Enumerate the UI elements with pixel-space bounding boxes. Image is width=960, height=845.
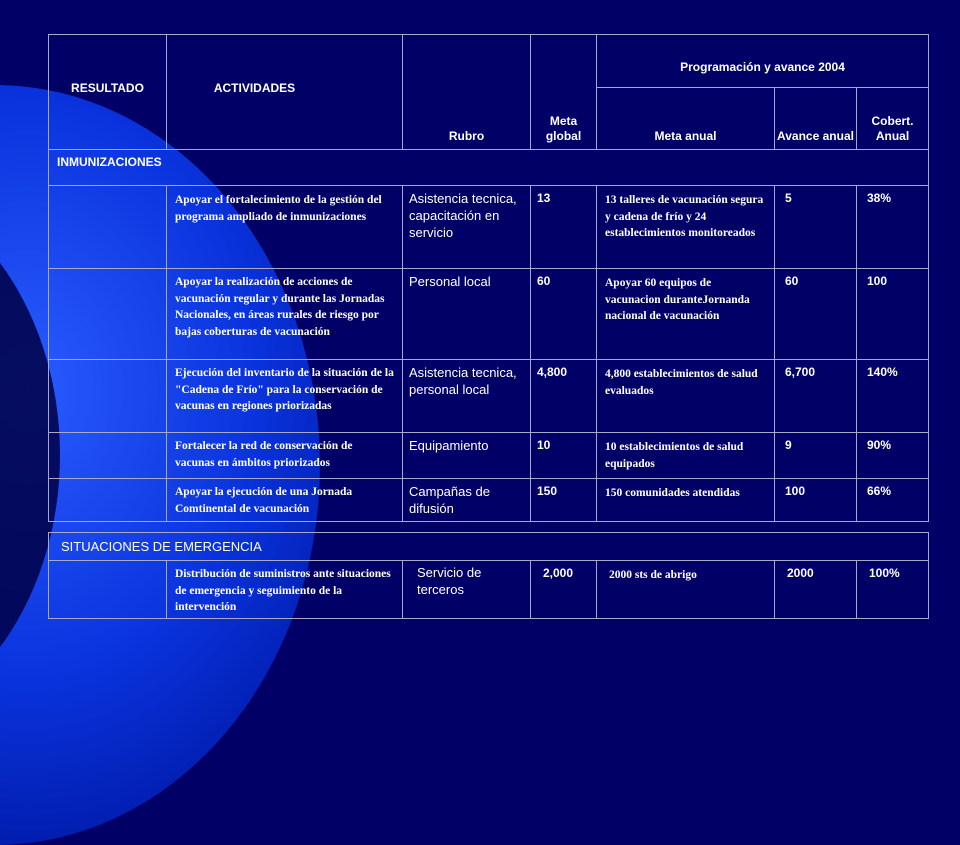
table-row [49,433,929,479]
cobert-cell: 38% [857,186,929,269]
meta-anual-cell: 150 comunidades atendidas [597,479,775,522]
rubro-cell: Personal local [403,269,531,360]
avance-cell: 9 [775,433,857,479]
resultado-cell [49,433,167,479]
meta-anual-cell: Apoyar 60 equipos de vacunacion duranteJornanda nacional de vacunación [597,269,775,360]
meta-global-cell: 10 [531,433,597,479]
actividad-cell: Apoyar el fortalecimiento de la gestión del programa ampliado de inmunizaciones [167,186,403,269]
rubro-cell: Equipamiento [403,433,531,479]
resultado-cell [49,561,167,619]
header-cobert-anual: Cobert. Anual [857,88,929,150]
actividad-cell: Ejecución del inventario de la situación de la "Cadena de Frío" para la conservación de vacunas en regiones priorizadas [167,360,403,433]
meta-global-cell: 150 [531,479,597,522]
avance-cell: 5 [775,186,857,269]
actividad-cell: Apoyar la ejecución de una Jornada Comtinental de vacunación [167,479,403,522]
meta-anual-cell: 13 talleres de vacunación segura y cadena de frío y 24 establecimientos monitoreados [597,186,775,269]
rubro-cell: Asistencia tecnica, capacitación en servicio [403,186,531,269]
meta-global-cell: 13 [531,186,597,269]
header-rubro: Rubro [403,35,531,150]
actividad-cell: Apoyar la realización de acciones de vacunación regular y durante las Jornadas Nacionales, en áreas rurales de riesgo por bajas coberturas de vacunación [167,269,403,360]
table-row [49,360,929,433]
rubro-cell: Servicio de terceros [403,561,531,619]
table-row [49,186,929,269]
rubro-cell: Asistencia tecnica, personal local [403,360,531,433]
cobert-cell: 100% [857,561,929,619]
emergencias-table [48,532,929,619]
table-row [49,269,929,360]
actividad-cell: Distribución de suministros ante situaciones de emergencia y seguimiento de la intervención [167,561,403,619]
avance-cell: 6,700 [775,360,857,433]
rubro-cell: Campañas de difusión [403,479,531,522]
resultado-cell [49,269,167,360]
actividad-cell: Fortalecer la red de conservación de vacunas en ámbitos priorizados [167,433,403,479]
section-title-inmunizaciones: INMUNIZACIONES [49,150,929,186]
meta-anual-cell: 2000 sts de abrigo [597,561,775,619]
resultado-cell [49,479,167,522]
section-title-emergencia: SITUACIONES DE EMERGENCIA [49,533,929,561]
header-resultado: RESULTADO [49,35,167,150]
avance-cell: 60 [775,269,857,360]
cobert-cell: 100 [857,269,929,360]
resultado-cell [49,186,167,269]
avance-cell: 100 [775,479,857,522]
meta-global-cell: 60 [531,269,597,360]
resultado-cell [49,360,167,433]
header-meta-anual: Meta anual [597,88,775,150]
header-avance-anual: Avance anual [775,88,857,150]
meta-anual-cell: 4,800 establecimientos de salud evaluados [597,360,775,433]
header-programacion: Programación y avance 2004 [597,35,929,88]
cobert-cell: 66% [857,479,929,522]
cobert-cell: 90% [857,433,929,479]
table-row [49,479,929,522]
header-actividades: ACTIVIDADES [167,35,403,150]
meta-global-cell: 4,800 [531,360,597,433]
table-row [49,561,929,619]
avance-cell: 2000 [775,561,857,619]
meta-anual-cell: 10 establecimientos de salud equipados [597,433,775,479]
programacion-table [48,34,929,522]
header-meta-global: Meta global [531,35,597,150]
meta-global-cell: 2,000 [531,561,597,619]
cobert-cell: 140% [857,360,929,433]
